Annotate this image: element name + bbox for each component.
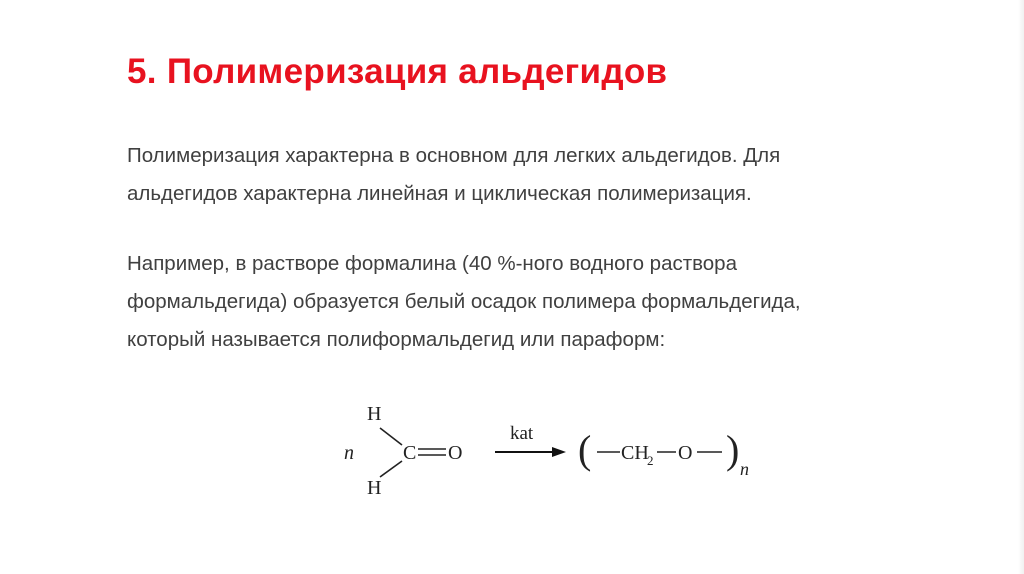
paragraph-line: альдегидов характерна линейная и циклическая полимеризация.	[127, 182, 752, 205]
reaction-diagram	[330, 395, 800, 515]
slide-title: 5. Полимеризация альдегидов	[127, 52, 668, 91]
atom-h-top: H	[367, 403, 382, 425]
paragraph-line: Полимеризация характерна в основном для легких альдегидов. Для	[127, 144, 781, 167]
atom-h-bottom: H	[367, 477, 382, 499]
bond-c-h-bottom	[380, 461, 402, 477]
paragraph-line: формальдегида) образуется белый осадок полимера формальдегида,	[127, 290, 801, 313]
polymer-subscript-n: n	[740, 459, 749, 479]
chain-o: O	[678, 442, 693, 464]
paragraph-intro	[127, 137, 927, 213]
atom-o: O	[448, 442, 463, 464]
paragraph-line: Например, в растворе формалина (40 %-ного водного раствора	[127, 252, 737, 275]
reaction-arrow-head	[552, 447, 566, 457]
atom-c: C	[403, 442, 417, 464]
paragraph-line: который называется полиформальдегид или параформ:	[127, 328, 666, 351]
catalyst-label: kat	[510, 423, 534, 444]
paren-close: )	[726, 427, 740, 472]
paragraph-example	[127, 245, 927, 359]
chain-subscript-2: 2	[647, 453, 654, 468]
slide-edge-shadow	[1018, 0, 1024, 574]
paren-open: (	[578, 427, 592, 472]
chain-ch: CH	[621, 442, 649, 464]
coefficient-n: n	[344, 442, 354, 464]
reaction-equation	[330, 395, 800, 515]
bond-c-h-top	[380, 428, 402, 445]
